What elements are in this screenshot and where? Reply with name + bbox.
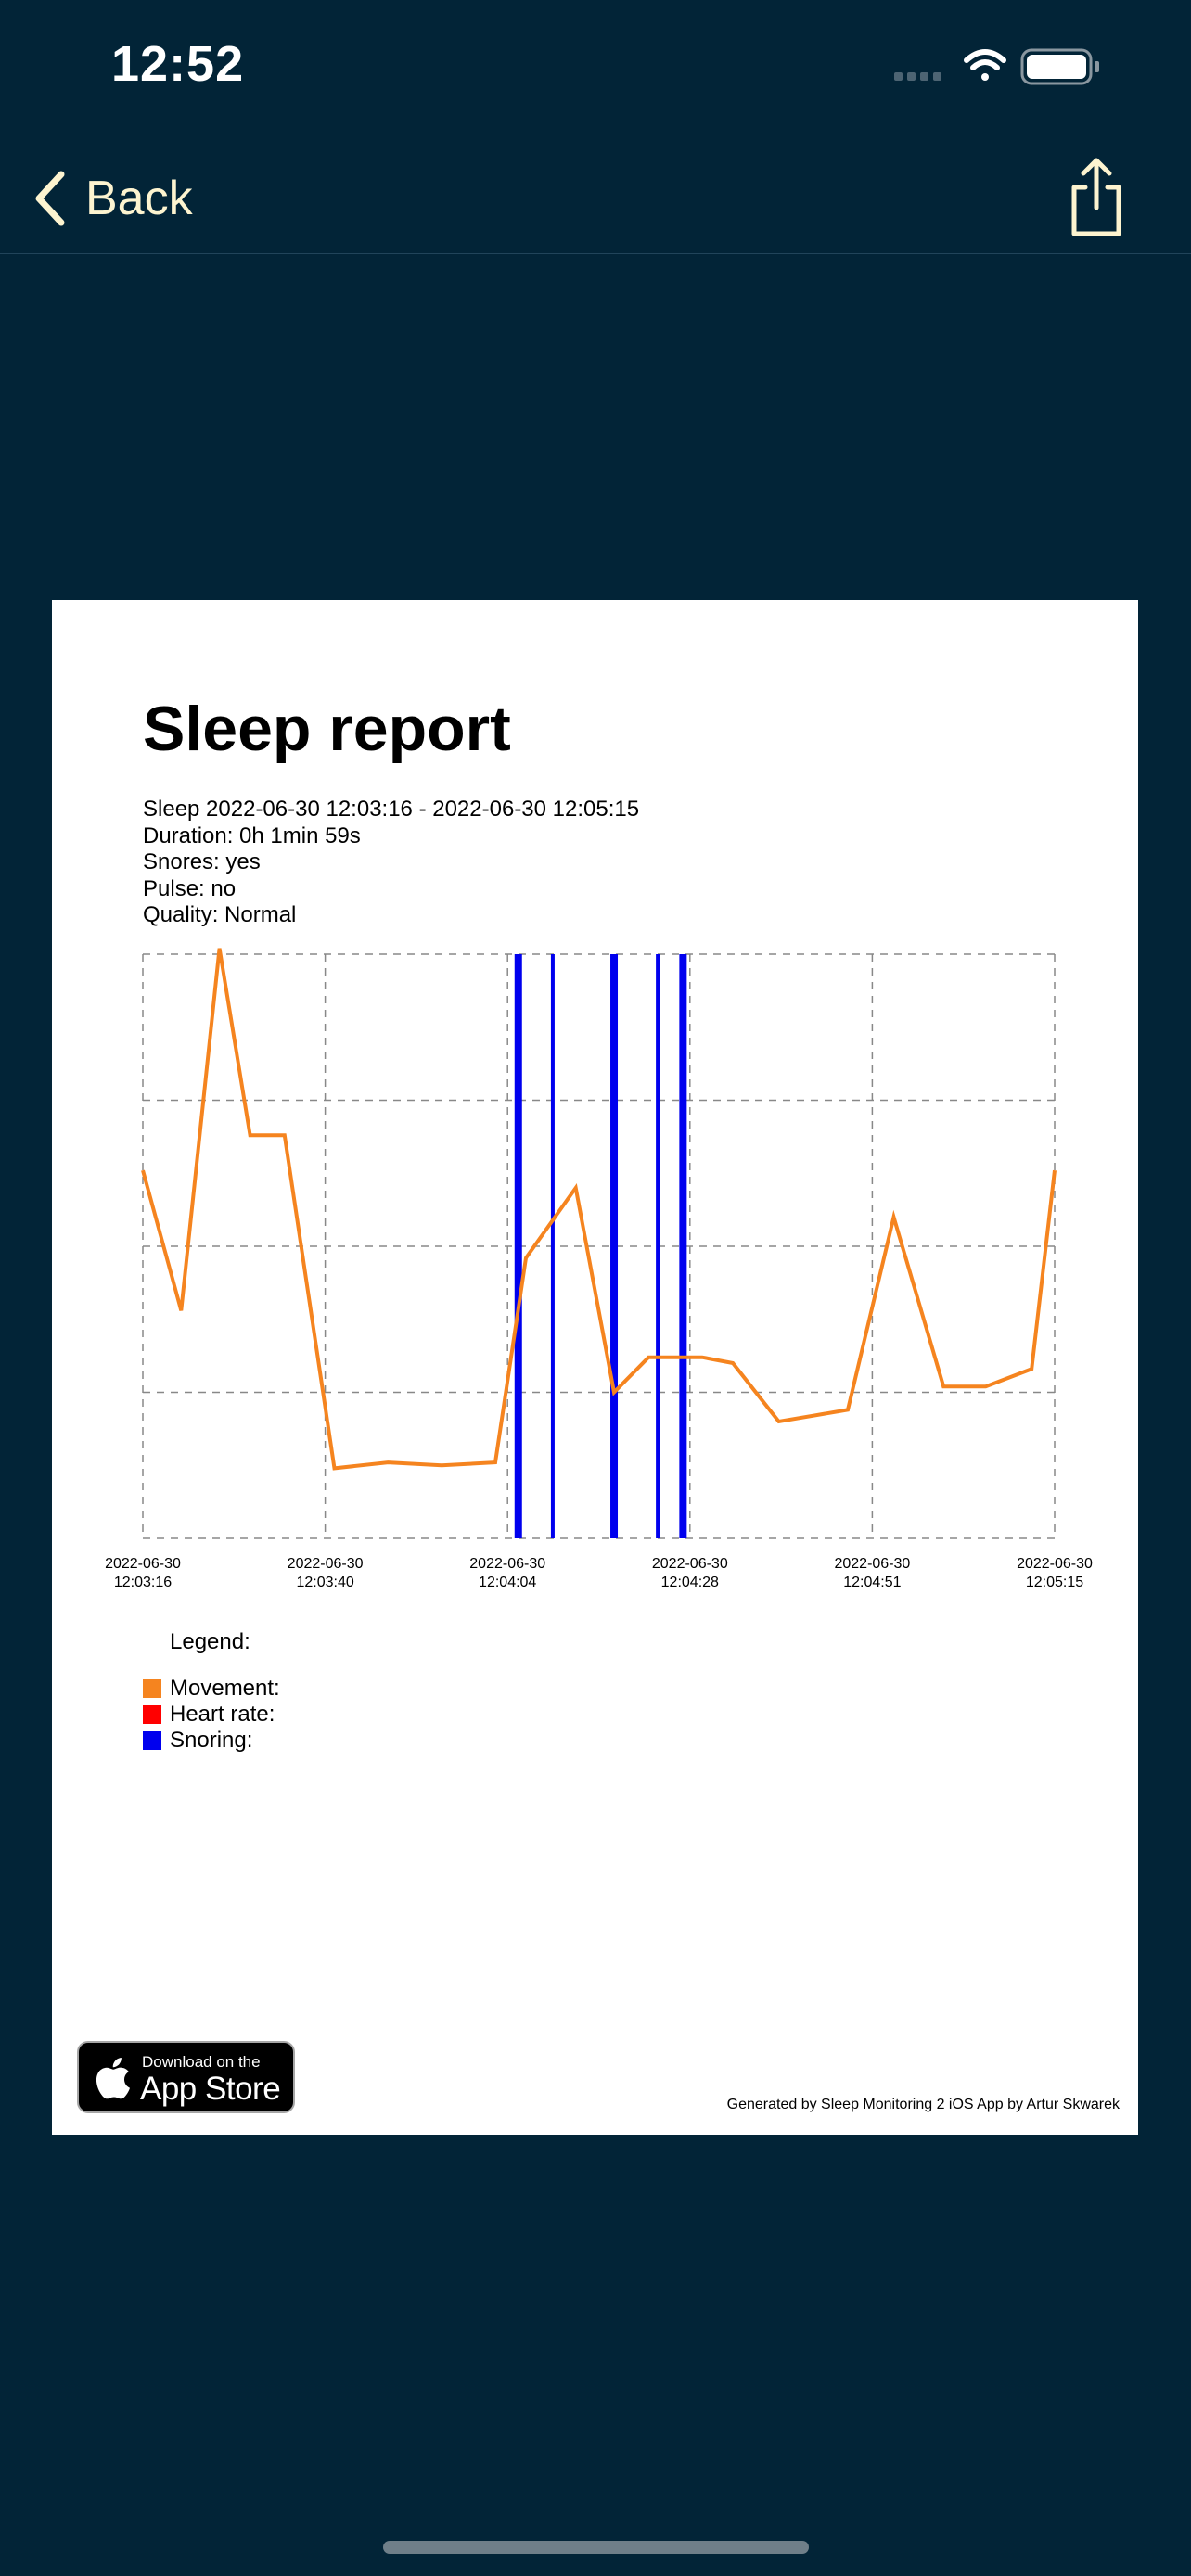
- sleep-chart: [52, 600, 1138, 1601]
- back-button[interactable]: [33, 161, 193, 236]
- battery-icon: [1022, 50, 1099, 83]
- x-tick-label: 2022-06-30: [651, 1556, 728, 1572]
- legend-label-snoring: Snoring:: [170, 1728, 253, 1753]
- legend-item-snoring: [143, 1729, 252, 1752]
- app-store-badge[interactable]: [77, 2041, 295, 2113]
- app-store-badge-caption: Download on the: [142, 2053, 261, 2071]
- report-title: Sleep report: [143, 694, 511, 764]
- navigation-bar: [0, 139, 1191, 254]
- x-tick-label: 12:04:04: [479, 1575, 537, 1590]
- apple-logo-icon: [94, 2056, 131, 2100]
- report-document: [52, 600, 1138, 2135]
- status-bar: [0, 0, 1191, 139]
- summary-line-pulse: Pulse: no: [143, 875, 237, 901]
- x-tick-label: 12:04:51: [843, 1575, 902, 1590]
- x-tick-label: 2022-06-30: [105, 1556, 181, 1572]
- cellular-signal-icon: [894, 72, 941, 81]
- legend-label-heart-rate: Heart rate:: [170, 1702, 275, 1727]
- x-tick-label: 2022-06-30: [834, 1556, 911, 1572]
- status-time: 12:52: [111, 36, 245, 92]
- report-footer: Generated by Sleep Monitoring 2 iOS App by Artur Skwarek: [726, 2097, 1120, 2112]
- x-tick-label: 2022-06-30: [1017, 1556, 1093, 1572]
- share-icon: [1063, 156, 1130, 239]
- legend-swatch-movement: [143, 1679, 161, 1698]
- share-button[interactable]: [1063, 156, 1130, 239]
- summary-line-quality: Quality: Normal: [143, 902, 297, 927]
- status-icons: [894, 45, 1117, 91]
- legend-label-movement: Movement:: [170, 1676, 280, 1701]
- legend-item-heart-rate: [143, 1703, 275, 1726]
- wifi-icon: [967, 52, 1004, 81]
- x-tick-label: 2022-06-30: [287, 1556, 364, 1572]
- x-tick-label: 2022-06-30: [469, 1556, 546, 1572]
- legend-swatch-snoring: [143, 1731, 161, 1750]
- x-tick-label: 12:03:16: [113, 1575, 173, 1590]
- home-indicator[interactable]: [383, 2541, 809, 2554]
- summary-line-duration: Duration: 0h 1min 59s: [143, 823, 361, 848]
- back-label: Back: [85, 172, 193, 225]
- summary-line-snores: Snores: yes: [143, 849, 261, 874]
- legend-title: Legend:: [170, 1629, 250, 1654]
- chevron-left-icon: [33, 171, 67, 226]
- app-store-badge-title: App Store: [140, 2071, 281, 2107]
- movement-series-line: [143, 949, 1055, 1469]
- legend-swatch-heart-rate: [143, 1705, 161, 1724]
- x-tick-label: 12:04:28: [660, 1575, 719, 1590]
- summary-line-sleep: Sleep 2022-06-30 12:03:16 - 2022-06-30 12:05:15: [143, 797, 640, 822]
- x-tick-label: 12:05:15: [1025, 1575, 1084, 1590]
- legend-item-movement: [143, 1677, 280, 1700]
- x-tick-label: 12:03:40: [296, 1575, 354, 1590]
